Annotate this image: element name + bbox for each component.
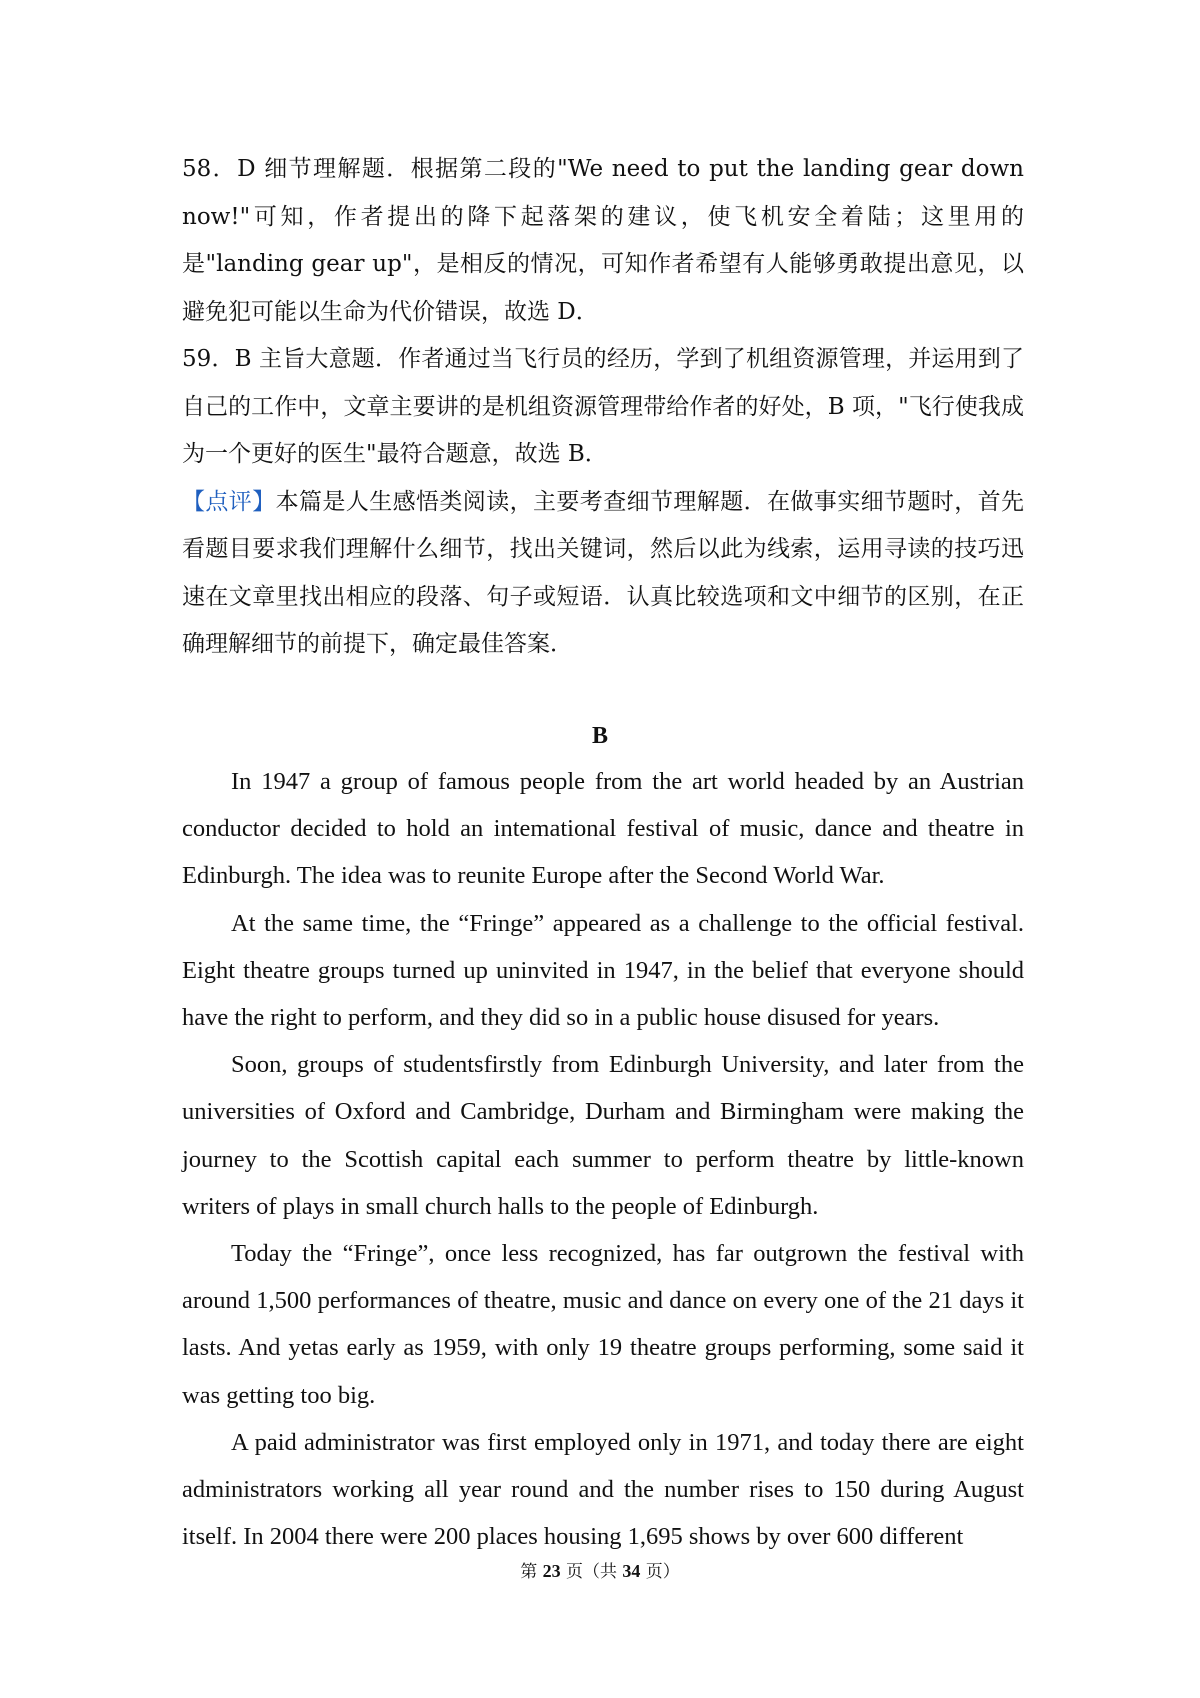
comment-text: 本篇是人生感悟类阅读，主要考查细节理解题．在做事实细节题时，首先看题目要求我们理解什么细节，找出关键词，然后以此为线索，运用寻读的技巧迅速在文章里找出相应的段落、句子或短语．认真比较选项和文中细节的区别，在正确理解细节的前提下，确定最佳答案．	[182, 488, 1025, 657]
comment-tag: 【点评】	[182, 488, 276, 515]
passage-paragraph: At the same time, the “Fringe” appeared as a challenge to the official festival. Eight theatre groups turned up uninvited in 1947, in the belief that everyone should have the right to perform, and they did so in a public house disused for years.	[182, 909, 1024, 1032]
answer-explanations	[182, 146, 1024, 669]
passage-paragraph: A paid administrator was first employed only in 1971, and today there are eight administrators working all year round and the number rises to 150 during August itself. In 2004 there were 200 places housing 1,695 shows by over 600 different	[182, 1428, 1024, 1551]
answer-59: 59．B 主旨大意题．作者通过当飞行员的经历，学到了机组资源管理，并运用到了自己的工作中，文章主要讲的是机组资源管理带给作者的好处，B 项，"飞行使我成为一个更好的医生"最符合题意，故选 B．	[182, 346, 1024, 467]
passage-paragraph: Soon, groups of studentsfirstly from Edinburgh University, and later from the universities of Oxford and Cambridge, Durham and Birmingham were making the journey to the Scottish capital each summer to perform theatre by little-known writers of plays in small church halls to the people of Edinburgh.	[182, 1051, 1024, 1220]
section-title: B	[591, 723, 608, 749]
page-footer	[0, 1558, 1200, 1585]
passage	[182, 758, 1024, 1560]
page-total: 34	[622, 1561, 641, 1581]
footer-prefix: 第	[520, 1562, 543, 1582]
footer-suffix: 页）	[640, 1562, 680, 1582]
answer-58: 58．D 细节理解题．根据第二段的"We need to put the landing gear down now!"可知，作者提出的降下起落架的建议，使飞机安全着陆；这里用的是"landing gear up"，是相反的情况，可知作者希望有人能够勇敢提出意见，以避免犯可能以生命为代价错误，故选 D．	[182, 156, 1024, 325]
passage-paragraph: Today the “Fringe”, once less recognized, has far outgrown the festival with around 1,500 performances of theatre, music and dance on every one of the 21 days it lasts. And yetas early as 1959, with only 19 theatre groups performing, some said it was getting too big.	[182, 1240, 1024, 1409]
page-number: 23	[542, 1561, 561, 1581]
footer-middle: 页（共	[560, 1562, 623, 1582]
passage-paragraph: In 1947 a group of famous people from the art world headed by an Austrian conductor decided to hold an intemational festival of music, dance and theatre in Edinburgh. The idea was to reunite Europe after the Second World War.	[182, 768, 1024, 890]
comment-paragraph	[182, 479, 1024, 669]
